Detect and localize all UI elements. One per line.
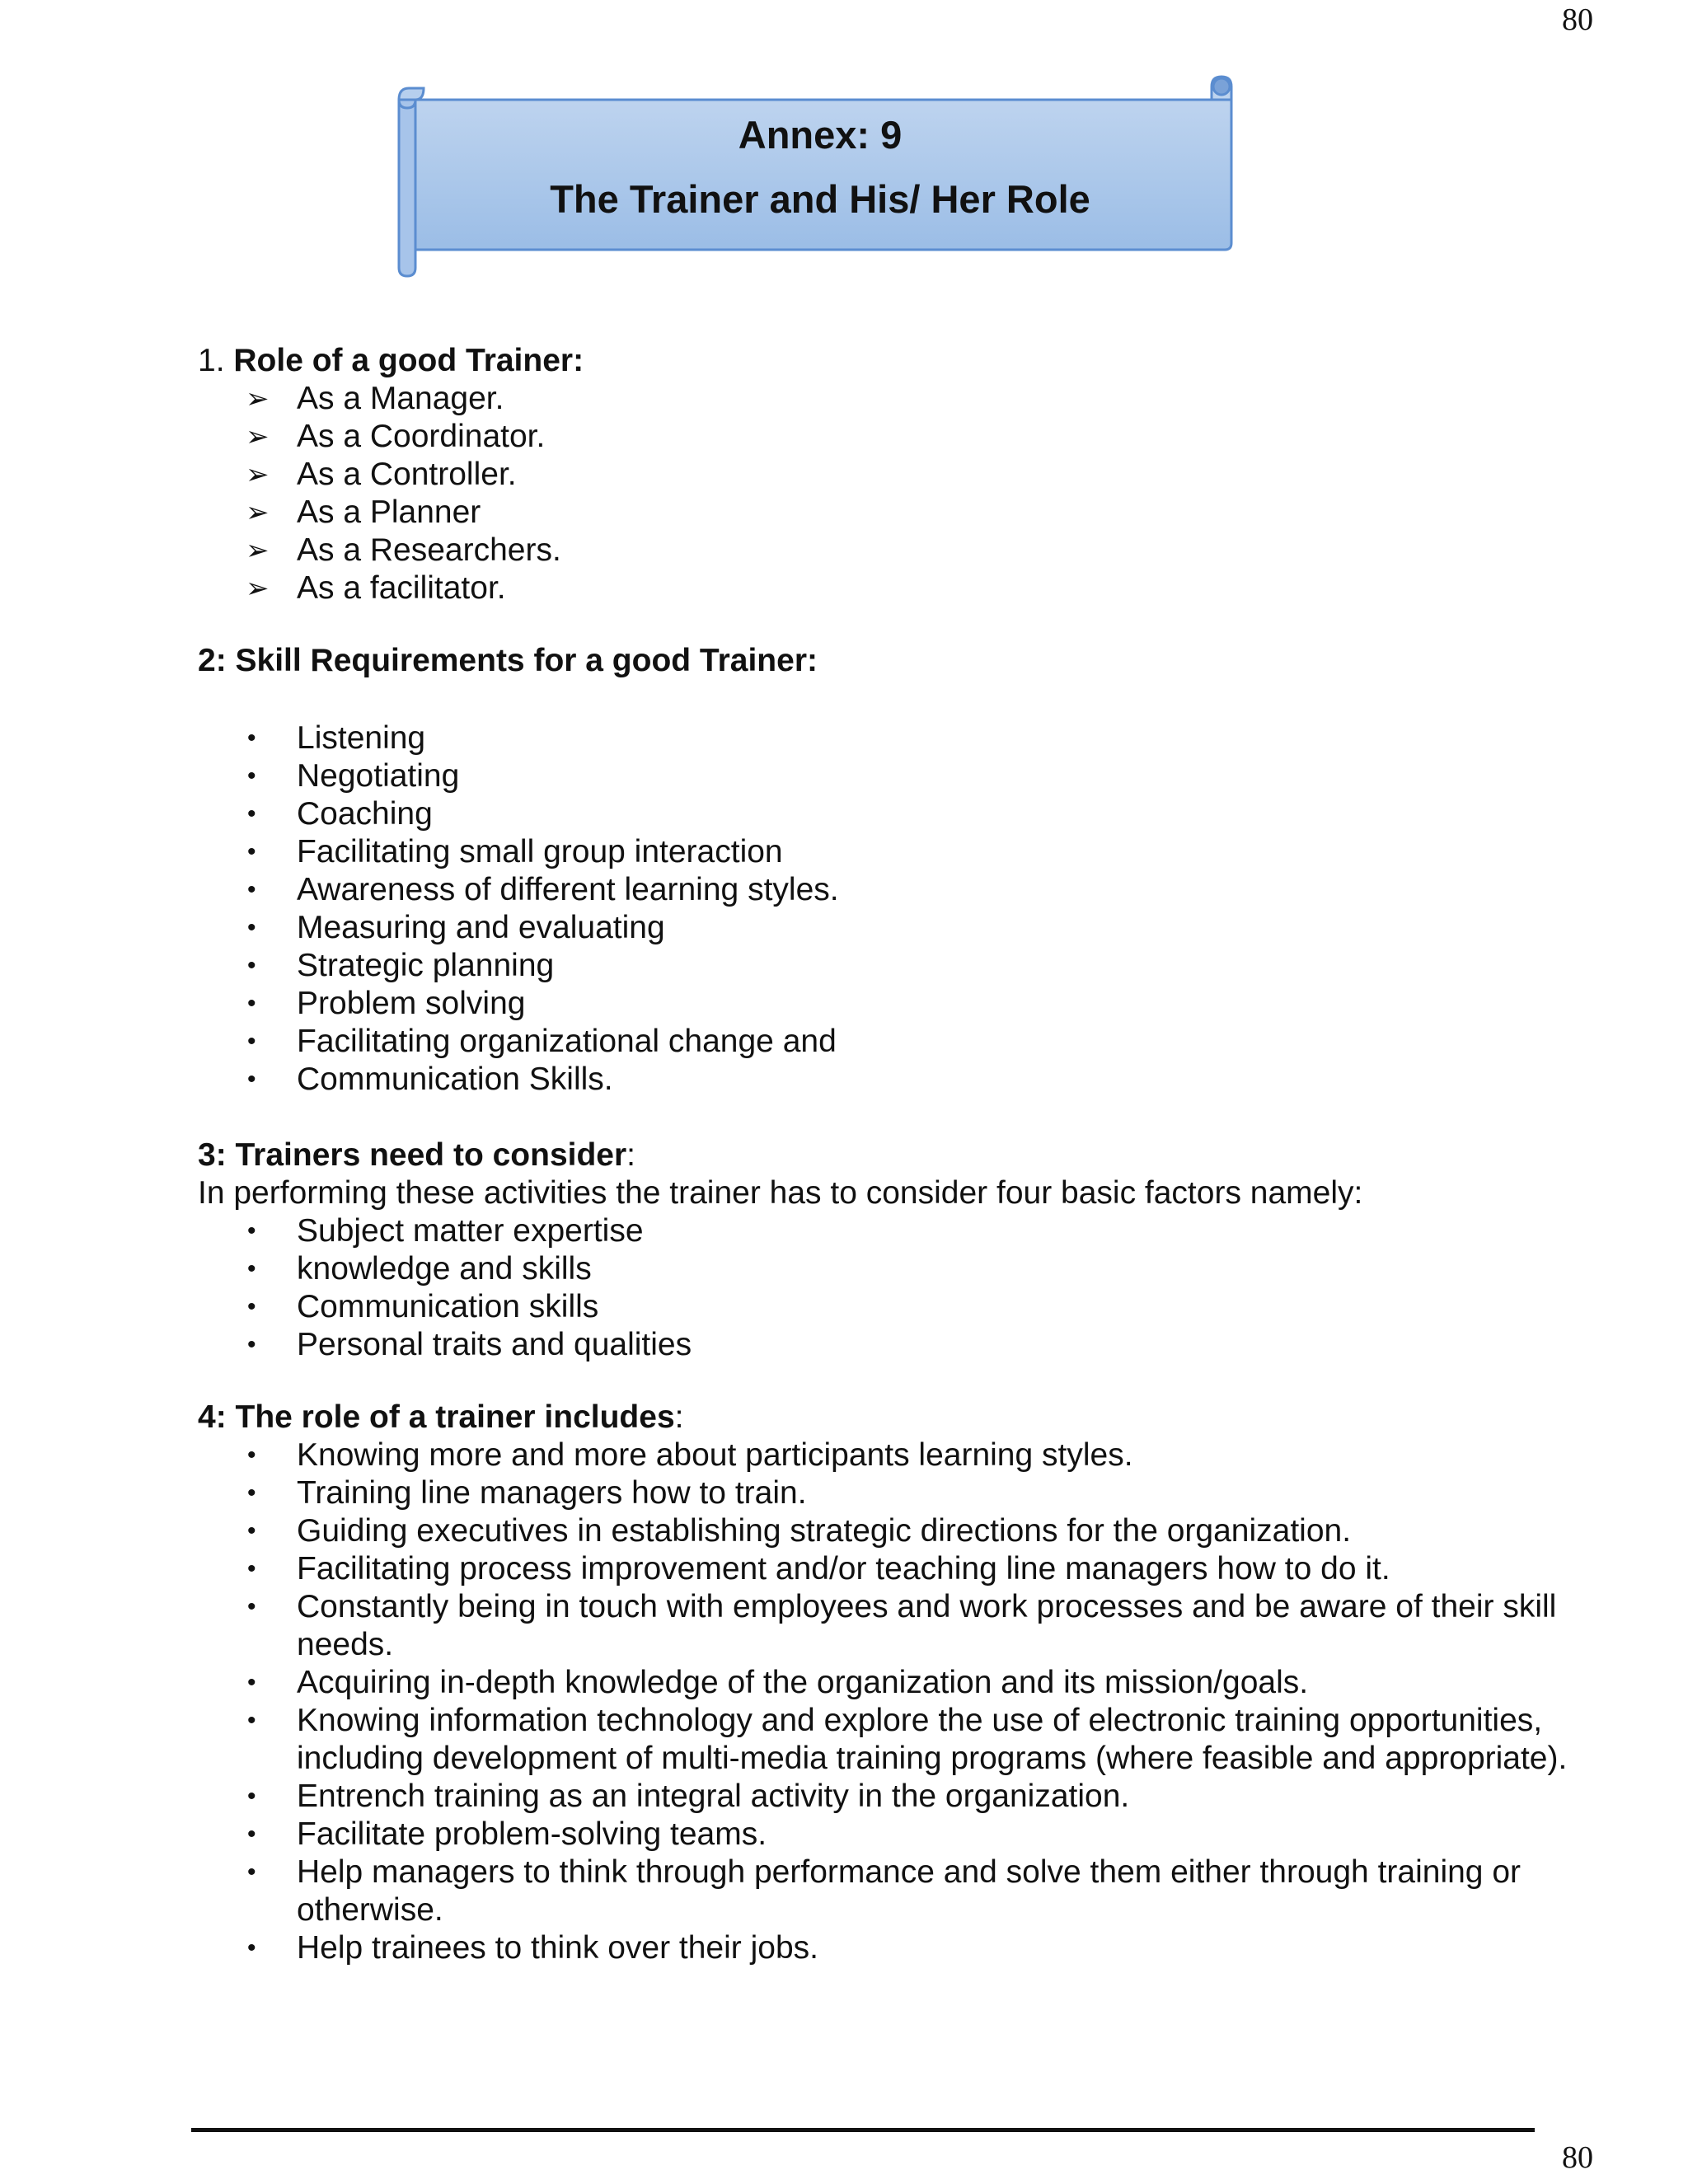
document-body — [198, 342, 1599, 1967]
list-item: • Awareness of different learning styles. — [247, 872, 839, 907]
list-item: • Help managers to think through performance and solve them either through training or otherwise. — [247, 1854, 1522, 1928]
list-item: • knowledge and skills — [247, 1251, 592, 1286]
section-3-title: 3: Trainers need to consider — [198, 1137, 627, 1173]
bullet-icon: • — [247, 1441, 256, 1469]
arrow-bullet-icon: ➢ — [246, 459, 270, 490]
list-item: • Guiding executives in establishing strategic directions for the organization. — [247, 1513, 1352, 1549]
bullet-icon: • — [247, 1217, 256, 1244]
title-banner — [387, 70, 1236, 284]
list-item: • Listening — [247, 720, 426, 756]
list-item: • Constantly being in touch with employees and work processes and be aware of their skill needs. — [247, 1589, 1557, 1662]
arrow-bullet-icon: ➢ — [246, 535, 270, 566]
list-item: ➢ As a Coordinator. — [246, 419, 546, 454]
bullet-icon: • — [247, 952, 256, 979]
bullet-icon: • — [247, 1593, 256, 1620]
bullet-icon: • — [247, 1028, 256, 1055]
bullet-icon: • — [247, 914, 256, 941]
list-item: ➢ As a Manager. — [246, 381, 504, 416]
list-item: • Negotiating — [247, 758, 460, 794]
bullet-icon: • — [247, 838, 256, 865]
bullet-icon: • — [247, 1293, 256, 1320]
bullet-icon: • — [247, 1934, 256, 1961]
list-item: • Acquiring in-depth knowledge of the organization and its mission/goals. — [247, 1665, 1309, 1700]
section-1-title: Role of a good Trainer: — [233, 343, 584, 378]
bullet-icon: • — [247, 1555, 256, 1582]
bullet-icon: • — [247, 1707, 256, 1734]
list-item: • Knowing information technology and explore the use of electronic training opportunities, including development of multi-media training programs (where feasible and appropriate). — [247, 1703, 1568, 1776]
list-item: • Facilitating process improvement and/or teaching line managers how to do it. — [247, 1551, 1390, 1586]
list-item: • Measuring and evaluating — [247, 910, 665, 945]
page-number-top: 80 — [1562, 2, 1593, 37]
list-item: • Communication Skills. — [247, 1062, 613, 1097]
arrow-bullet-icon: ➢ — [246, 497, 270, 528]
section-4-list — [198, 1436, 1599, 1967]
section-3-heading: 3: Trainers need to consider: — [198, 1137, 636, 1173]
bullet-icon: • — [247, 1255, 256, 1282]
list-item: ➢ As a facilitator. — [246, 570, 506, 606]
annex-label: Annex: 9 — [738, 113, 903, 157]
list-item: • Coaching — [247, 796, 433, 832]
bullet-icon: • — [247, 1821, 256, 1848]
section-1-list — [198, 380, 1599, 607]
list-item: • Problem solving — [247, 986, 526, 1021]
list-item: • Help trainees to think over their jobs. — [247, 1930, 818, 1966]
section-1-heading — [198, 342, 1599, 380]
bullet-icon: • — [247, 1858, 256, 1886]
section-3-list — [198, 1212, 1599, 1364]
section-3-intro: In performing these activities the trainer has to consider four basic factors namely: — [198, 1175, 1363, 1211]
section-4-title: 4: The role of a trainer includes — [198, 1399, 675, 1435]
bullet-icon: • — [247, 1066, 256, 1093]
arrow-bullet-icon: ➢ — [246, 421, 270, 452]
bullet-icon: • — [247, 800, 256, 827]
list-item: • Facilitate problem-solving teams. — [247, 1816, 767, 1852]
section-2-list — [198, 719, 1599, 1099]
bullet-icon: • — [247, 1517, 256, 1544]
footer-divider — [191, 2128, 1535, 2132]
list-item: • Facilitating organizational change and — [247, 1024, 837, 1059]
banner-title — [420, 103, 1220, 232]
list-item: • Entrench training as an integral activity in the organization. — [247, 1779, 1130, 1814]
bullet-icon: • — [247, 762, 256, 790]
bullet-icon: • — [247, 1331, 256, 1358]
annex-title: The Trainer and His/ Her Role — [550, 177, 1090, 221]
list-item: ➢ As a Controller. — [246, 457, 517, 492]
section-2-heading: 2: Skill Requirements for a good Trainer: — [198, 643, 818, 678]
list-item: • Subject matter expertise — [247, 1213, 644, 1249]
arrow-bullet-icon: ➢ — [246, 383, 270, 415]
bullet-icon: • — [247, 876, 256, 903]
section-4-heading: 4: The role of a trainer includes: — [198, 1399, 684, 1435]
bullet-icon: • — [247, 724, 256, 752]
bullet-icon: • — [247, 1669, 256, 1696]
bullet-icon: • — [247, 990, 256, 1017]
list-item: • Knowing more and more about participants learning styles. — [247, 1437, 1133, 1473]
list-item: • Facilitating small group interaction — [247, 834, 783, 869]
page-number-bottom: 80 — [1562, 2140, 1593, 2175]
list-item: • Training line managers how to train. — [247, 1475, 807, 1511]
bullet-icon: • — [247, 1479, 256, 1507]
list-item: ➢ As a Planner — [246, 494, 481, 530]
list-item: • Communication skills — [247, 1289, 599, 1324]
section-1-number: 1. — [198, 343, 225, 378]
list-item: ➢ As a Researchers. — [246, 532, 561, 568]
list-item: • Strategic planning — [247, 948, 555, 983]
arrow-bullet-icon: ➢ — [246, 573, 270, 604]
bullet-icon: • — [247, 1783, 256, 1810]
list-item: • Personal traits and qualities — [247, 1327, 692, 1362]
